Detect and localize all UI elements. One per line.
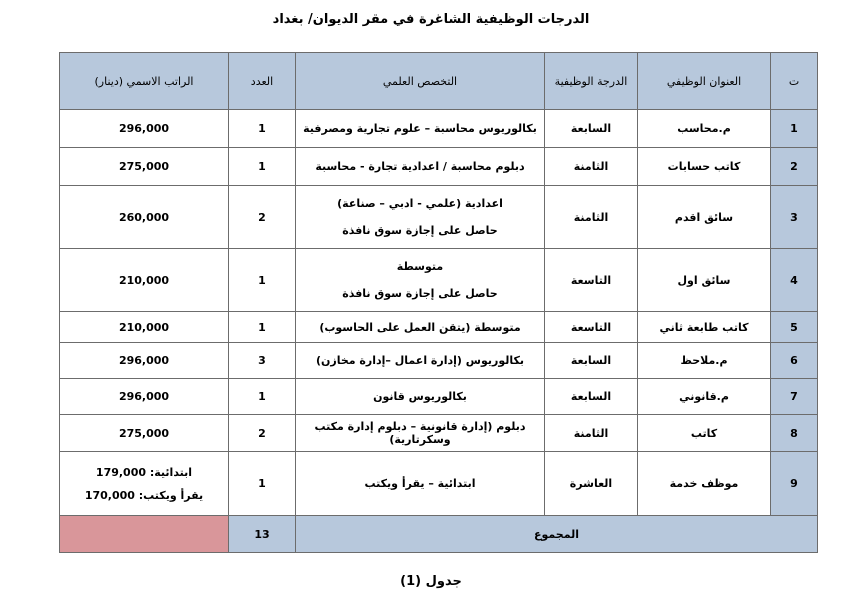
salary-line: 296,000: [118, 122, 170, 135]
row-index: 3: [771, 186, 818, 249]
salary-line: 210,000: [118, 320, 170, 334]
row-salary: [60, 452, 229, 516]
row-salary: [60, 249, 229, 312]
specialization-line: متوسطة: [396, 260, 444, 273]
table-header-row: [60, 53, 818, 110]
row-count: 1: [229, 379, 296, 415]
total-count: 13: [229, 516, 296, 553]
row-salary: [60, 415, 229, 452]
row-job-title: كاتب طابعة ثاني: [638, 312, 771, 343]
row-grade: الثامنة: [545, 148, 638, 186]
table-row: [60, 415, 818, 452]
specialization-line: بكالوريوس محاسبة – علوم تجارية ومصرفية: [303, 122, 537, 135]
row-grade: التاسعة: [545, 249, 638, 312]
table-row: [60, 379, 818, 415]
header-salary: الراتب الاسمي (دينار): [60, 53, 229, 110]
row-index: 6: [771, 343, 818, 379]
header-count: العدد: [229, 53, 296, 110]
total-label: المجموع: [296, 516, 818, 553]
header-job-title: العنوان الوظيفي: [638, 53, 771, 110]
row-grade: السابعة: [545, 343, 638, 379]
header-grade: الدرجة الوظيفية: [545, 53, 638, 110]
row-index: 1: [771, 110, 818, 148]
table-row: [60, 186, 818, 249]
specialization-line: دبلوم محاسبة / اعدادية تجارة - محاسبة: [315, 160, 525, 173]
row-count: 2: [229, 415, 296, 452]
salary-line: 210,000: [118, 273, 170, 287]
row-index: 5: [771, 312, 818, 343]
row-salary: [60, 110, 229, 148]
row-count: 1: [229, 249, 296, 312]
row-job-title: كاتب حسابات: [638, 148, 771, 186]
row-job-title: موظف خدمة: [638, 452, 771, 516]
row-specialization: [296, 452, 545, 516]
specialization-line-2: حاصل على إجازة سوق نافذة: [342, 224, 498, 237]
salary-line: 260,000: [118, 210, 170, 224]
specialization-line: بكالوريوس قانون: [373, 390, 467, 403]
specialization-line-2: حاصل على إجازة سوق نافذة: [342, 287, 498, 300]
table-row: [60, 343, 818, 379]
table-caption: جدول (1): [400, 574, 462, 589]
row-grade: العاشرة: [545, 452, 638, 516]
row-index: 2: [771, 148, 818, 186]
row-count: 2: [229, 186, 296, 249]
row-count: 3: [229, 343, 296, 379]
salary-line: ابتدائية: 179,000: [95, 465, 193, 479]
row-salary: [60, 148, 229, 186]
row-job-title: م.قانوني: [638, 379, 771, 415]
row-count: 1: [229, 452, 296, 516]
specialization-line: دبلوم (إدارة قانونية – دبلوم إدارة مكتب وسكرتارية): [314, 420, 526, 446]
row-job-title: سائق اول: [638, 249, 771, 312]
specialization-line: بكالوريوس (إدارة اعمال –إدارة مخازن): [315, 354, 525, 367]
row-grade: الثامنة: [545, 186, 638, 249]
table-row: [60, 148, 818, 186]
row-count: 1: [229, 148, 296, 186]
row-specialization: [296, 186, 545, 249]
row-grade: التاسعة: [545, 312, 638, 343]
row-index: 8: [771, 415, 818, 452]
row-salary: [60, 312, 229, 343]
header-index: ت: [771, 53, 818, 110]
row-salary: [60, 379, 229, 415]
table-row: [60, 110, 818, 148]
specialization-line: اعدادية (علمي - ادبي – صناعة): [337, 197, 503, 210]
row-job-title: كاتب: [638, 415, 771, 452]
row-salary: [60, 186, 229, 249]
row-grade: السابعة: [545, 110, 638, 148]
row-count: 1: [229, 110, 296, 148]
row-job-title: سائق اقدم: [638, 186, 771, 249]
salary-line: 275,000: [118, 426, 170, 440]
row-specialization: [296, 148, 545, 186]
table-row: [60, 452, 818, 516]
row-index: 4: [771, 249, 818, 312]
row-specialization: [296, 343, 545, 379]
table-row: [60, 249, 818, 312]
table-row: [60, 312, 818, 343]
row-job-title: م.ملاحظ: [638, 343, 771, 379]
salary-line: 296,000: [118, 390, 170, 403]
row-job-title: م.محاسب: [638, 110, 771, 148]
specialization-line: ابتدائية – يقرأ ويكتب: [364, 477, 476, 490]
header-specialization: التخصص العلمي: [296, 53, 545, 110]
row-index: 9: [771, 452, 818, 516]
row-specialization: [296, 312, 545, 343]
row-specialization: [296, 110, 545, 148]
page-title: الدرجات الوظيفية الشاغرة في مقر الديوان/ بغداد: [272, 12, 590, 27]
vacancies-table: [59, 52, 818, 553]
salary-line-2: يقرأ ويكتب: 170,000: [84, 488, 204, 502]
row-specialization: [296, 379, 545, 415]
row-grade: السابعة: [545, 379, 638, 415]
row-specialization: [296, 249, 545, 312]
salary-line: 296,000: [118, 354, 170, 367]
row-grade: الثامنة: [545, 415, 638, 452]
total-salary-cell: [60, 516, 229, 553]
specialization-line: متوسطة (يتقن العمل على الحاسوب): [319, 320, 521, 334]
salary-line: 275,000: [118, 160, 170, 173]
row-index: 7: [771, 379, 818, 415]
total-row: [60, 516, 818, 553]
row-count: 1: [229, 312, 296, 343]
row-salary: [60, 343, 229, 379]
row-specialization: [296, 415, 545, 452]
